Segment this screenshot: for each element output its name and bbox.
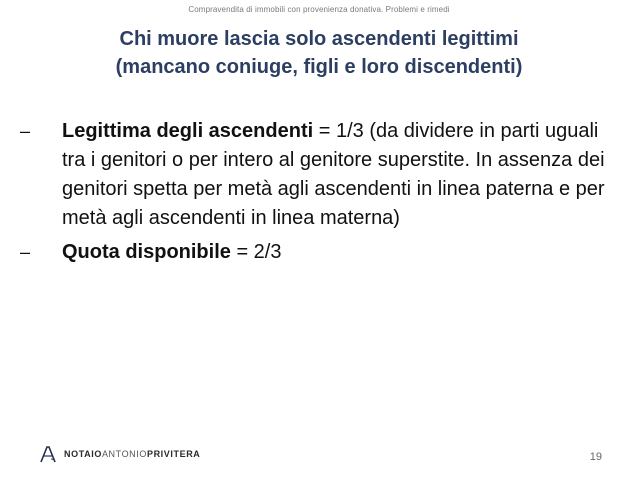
header-caption: Compravendita di immobili con provenienza donativa. Problemi e rimedi bbox=[188, 5, 450, 14]
bullet-marker: – bbox=[20, 121, 31, 141]
logo-word-notaio: NOTAIO bbox=[64, 449, 102, 459]
bullet-list bbox=[20, 117, 610, 267]
title-line-1: Chi muore lascia solo ascendenti legittimi bbox=[119, 28, 519, 50]
slide-title bbox=[40, 25, 598, 81]
bullet-text: = 2/3 bbox=[230, 241, 282, 263]
notary-monogram-icon bbox=[38, 444, 58, 464]
logo-word-privitera: PRIVITERA bbox=[146, 449, 201, 459]
bullet-item bbox=[20, 117, 610, 233]
bullet-term: Quota disponibile bbox=[62, 241, 231, 263]
bullet-text: = 1/3 (da dividere in parti uguali tra i genitori o per intero al genitore superstite. In assenza dei genitori spetta per metà agli ascendenti in linea paterna e per metà agli ascendenti in linea materna) bbox=[62, 120, 605, 229]
bullet-marker: – bbox=[20, 242, 31, 262]
logo-word-antonio: ANTONIO bbox=[101, 449, 147, 459]
logo-wordmark bbox=[64, 449, 200, 459]
bullet-item bbox=[20, 238, 610, 267]
title-line-2: (mancano coniuge, figli e loro discendenti) bbox=[115, 56, 523, 78]
page-number: 19 bbox=[589, 451, 602, 463]
bullet-term: Legittima degli ascendenti bbox=[62, 120, 314, 142]
footer-logo bbox=[38, 444, 200, 464]
